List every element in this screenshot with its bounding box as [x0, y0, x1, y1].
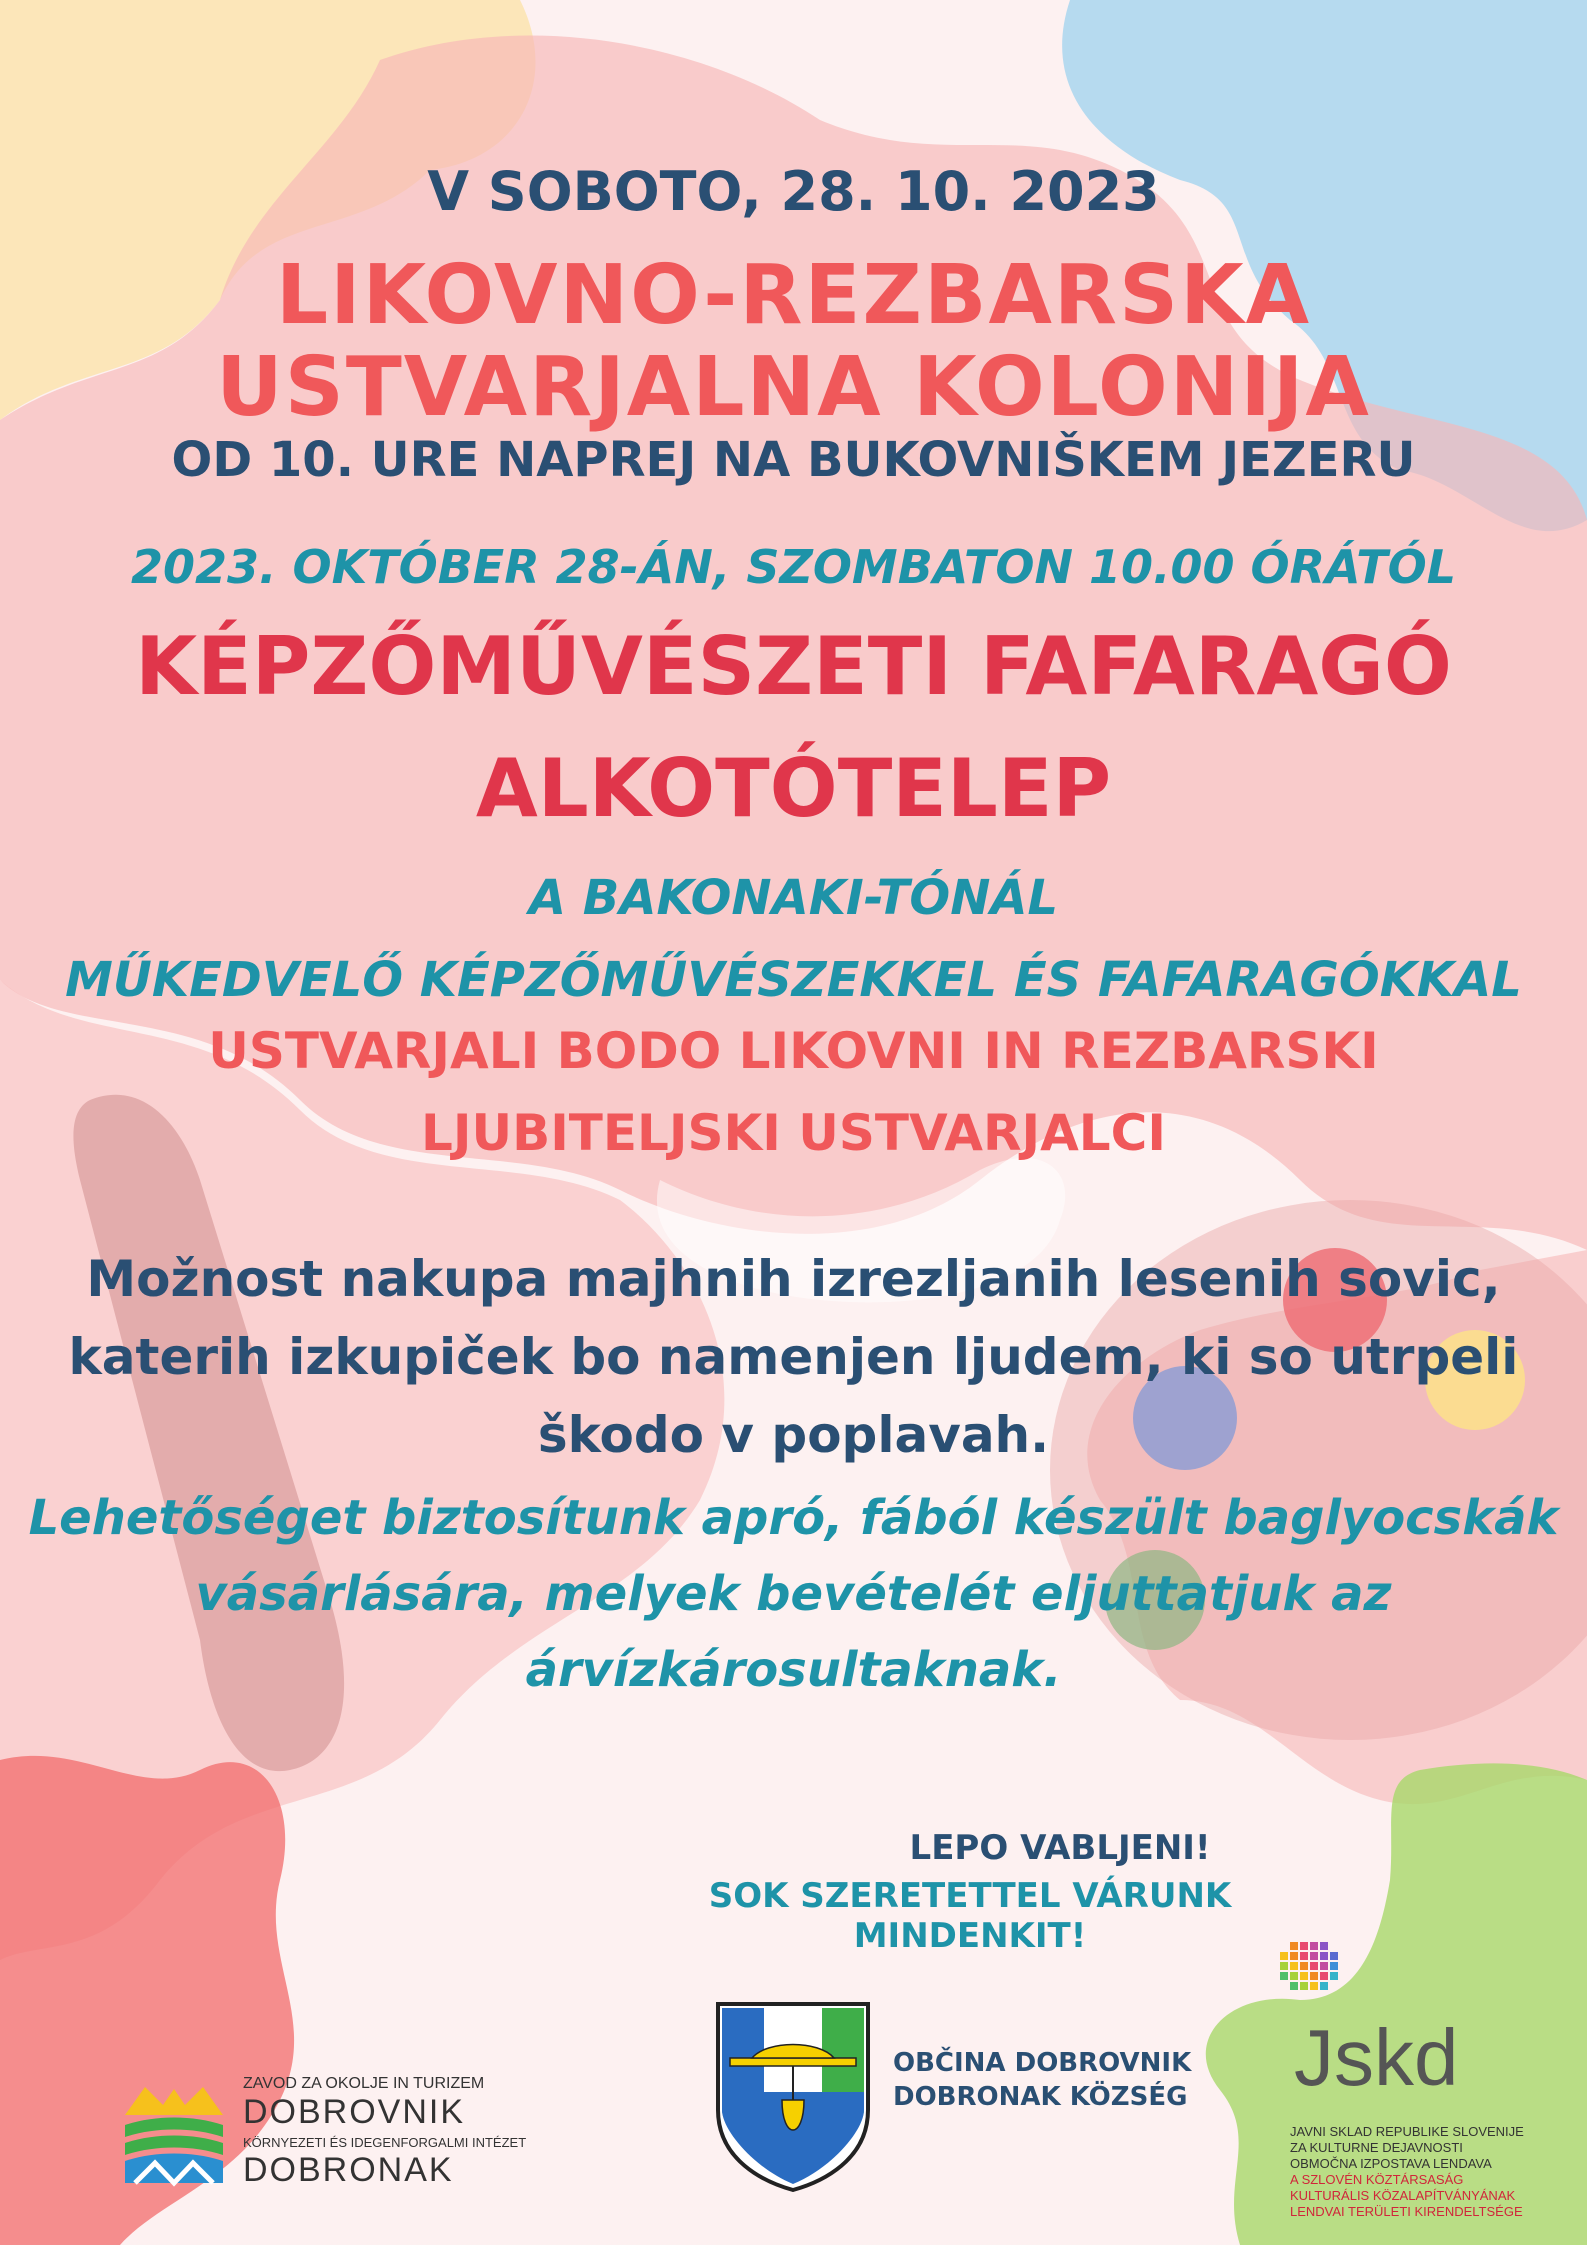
purchase-slovene-line2: katerih izkupiček bo namenjen ljudem, ki so utrpeli	[68, 1328, 1519, 1386]
purchase-slovene-line1: Možnost nakupa majhnih izrezljanih lesenih sovic,	[86, 1250, 1501, 1308]
event-title-slovene-line1: LIKOVNO-REZBARSKA	[275, 248, 1312, 343]
zavod-dobrovnik-logo	[115, 2075, 527, 2195]
event-artists-slovene-line1: USTVARJALI BODO LIKOVNI IN REZBARSKI	[208, 1022, 1379, 1080]
jskd-line3: OBMOČNA IZPOSTAVA LENDAVA	[1290, 2156, 1492, 2171]
zavod-place-hungarian: DOBRONAK	[243, 2151, 454, 2189]
jskd-line5: KULTURÁLIS KÖZALAPÍTVÁNYÁNAK	[1290, 2188, 1516, 2203]
jskd-line1: JAVNI SKLAD REPUBLIKE SLOVENIJE	[1290, 2124, 1524, 2139]
event-artists-slovene-line2: LJUBITELJSKI USTVARJALCI	[421, 1104, 1166, 1162]
zavod-place-slovene: DOBROVNIK	[243, 2093, 466, 2131]
event-title-hungarian-line1: KÉPZŐMŰVÉSZETI FAFARAGÓ	[135, 620, 1452, 713]
event-title-hungarian-line2: ALKOTÓTELEP	[475, 742, 1112, 835]
zavod-emblem-icon	[115, 2075, 233, 2193]
greeting-slovene: LEPO VABLJENI!	[909, 1828, 1211, 1868]
greeting-hungarian: SOK SZERETETTEL VÁRUNK MINDENKIT!	[708, 1876, 1232, 1956]
purchase-slovene-line3: škodo v poplavah.	[537, 1406, 1050, 1464]
event-date-slovene: V SOBOTO, 28. 10. 2023	[427, 160, 1160, 223]
jskd-line6: LENDVAI TERÜLETI KIRENDELTSÉGE	[1290, 2204, 1523, 2219]
jskd-line2: ZA KULTURNE DEJAVNOSTI	[1290, 2140, 1463, 2155]
event-title-slovene-line2: USTVARJALNA KOLONIJA	[216, 340, 1371, 435]
purchase-hungarian-line3: árvízkárosultaknak.	[525, 1642, 1062, 1698]
jskd-line4: A SZLOVÉN KÖZTÁRSASÁG	[1290, 2172, 1464, 2187]
purchase-hungarian-line1: Lehetőséget biztosítunk apró, fából készült baglyocskák	[28, 1490, 1559, 1546]
jskd-dots-icon	[1270, 1940, 1350, 2010]
event-date-hungarian: 2023. OKTÓBER 28-ÁN, SZOMBATON 10.00 ÓRÁTÓL	[130, 540, 1456, 594]
obcina-name-slovene: OBČINA DOBROVNIK	[893, 2048, 1192, 2078]
purchase-hungarian-line2: vásárlására, melyek bevételét eljuttatjuk az	[195, 1566, 1392, 1622]
event-time-place-slovene: OD 10. URE NAPREJ NA BUKOVNIŠKEM JEZERU	[171, 432, 1416, 488]
dobrovnik-coat-of-arms-icon	[712, 2000, 874, 2192]
zavod-name-hungarian: KÖRNYEZETI ÉS IDEGENFORGALMI INTÉZET	[243, 2135, 527, 2150]
zavod-name-slovene: ZAVOD ZA OKOLJE IN TURIZEM	[243, 2075, 485, 2092]
purchase-info-slovene	[0, 1240, 1587, 1474]
obcina-name-hungarian: DOBRONAK KÖZSÉG	[893, 2082, 1188, 2112]
jskd-logo	[1270, 1940, 1530, 2220]
jskd-wordmark: Jskd	[1294, 2013, 1459, 2102]
event-artists-hungarian: MŰKEDVELŐ KÉPZŐMŰVÉSZEKKEL ÉS FAFARAGÓKKAL	[65, 952, 1522, 1008]
purchase-info-hungarian	[0, 1480, 1587, 1708]
event-place-hungarian: A BAKONAKI-TÓNÁL	[528, 870, 1059, 926]
